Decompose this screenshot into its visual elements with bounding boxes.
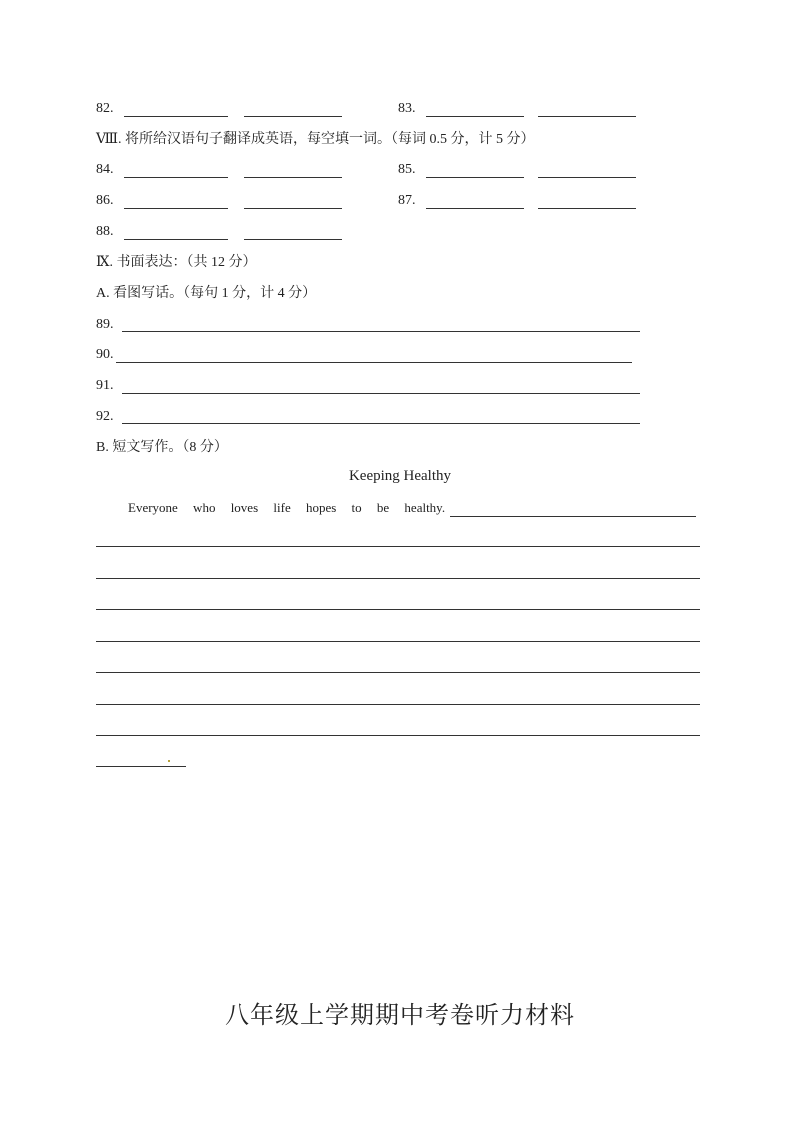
essay-opening-sentence: Everyone who loves life hopes to be healthy. — [128, 500, 446, 515]
answer-blank-85a[interactable] — [426, 177, 524, 178]
essay-line-6[interactable] — [96, 672, 700, 673]
answer-line-91[interactable] — [122, 393, 640, 394]
ink-speck — [168, 760, 170, 762]
question-number-91: 91. — [96, 378, 114, 393]
question-number-90: 90. — [96, 347, 114, 362]
question-number-83: 83. — [398, 101, 416, 116]
essay-line-4[interactable] — [96, 609, 700, 610]
question-number-86: 86. — [96, 193, 114, 208]
essay-line-1-continuation[interactable] — [450, 516, 696, 517]
question-number-88: 88. — [96, 224, 114, 239]
essay-line-7[interactable] — [96, 704, 700, 705]
part-a-heading: A. 看图写话。（每句 1 分，计 4 分） — [96, 286, 317, 301]
answer-line-90[interactable] — [116, 362, 632, 363]
answer-line-89[interactable] — [122, 331, 640, 332]
answer-blank-87a[interactable] — [426, 208, 524, 209]
answer-blank-88a[interactable] — [124, 239, 228, 240]
answer-line-92[interactable] — [122, 423, 640, 424]
essay-line-9-short[interactable] — [96, 766, 186, 767]
listening-material-title: 八年级上学期期中考卷听力材料 — [225, 1003, 575, 1029]
part-b-heading: B. 短文写作。（8 分） — [96, 440, 228, 455]
section-9-heading: Ⅸ. 书面表达：（共 12 分） — [96, 255, 257, 270]
answer-blank-84b[interactable] — [244, 177, 342, 178]
answer-blank-84a[interactable] — [124, 177, 228, 178]
question-number-84: 84. — [96, 162, 114, 177]
essay-title: Keeping Healthy — [348, 468, 452, 484]
answer-blank-82a[interactable] — [124, 116, 228, 117]
answer-blank-87b[interactable] — [538, 208, 636, 209]
answer-blank-85b[interactable] — [538, 177, 636, 178]
answer-blank-86a[interactable] — [124, 208, 228, 209]
question-number-92: 92. — [96, 409, 114, 424]
answer-blank-83a[interactable] — [426, 116, 524, 117]
essay-line-2[interactable] — [96, 546, 700, 547]
answer-blank-88b[interactable] — [244, 239, 342, 240]
answer-blank-83b[interactable] — [538, 116, 636, 117]
question-number-82: 82. — [96, 101, 114, 116]
answer-blank-82b[interactable] — [244, 116, 342, 117]
answer-blank-86b[interactable] — [244, 208, 342, 209]
essay-line-8[interactable] — [96, 735, 700, 736]
question-number-87: 87. — [398, 193, 416, 208]
essay-line-3[interactable] — [96, 578, 700, 579]
section-8-heading: Ⅷ. 将所给汉语句子翻译成英语，每空填一词。（每词 0.5 分，计 5 分） — [96, 132, 535, 147]
question-number-89: 89. — [96, 317, 114, 332]
essay-line-5[interactable] — [96, 641, 700, 642]
question-number-85: 85. — [398, 162, 416, 177]
